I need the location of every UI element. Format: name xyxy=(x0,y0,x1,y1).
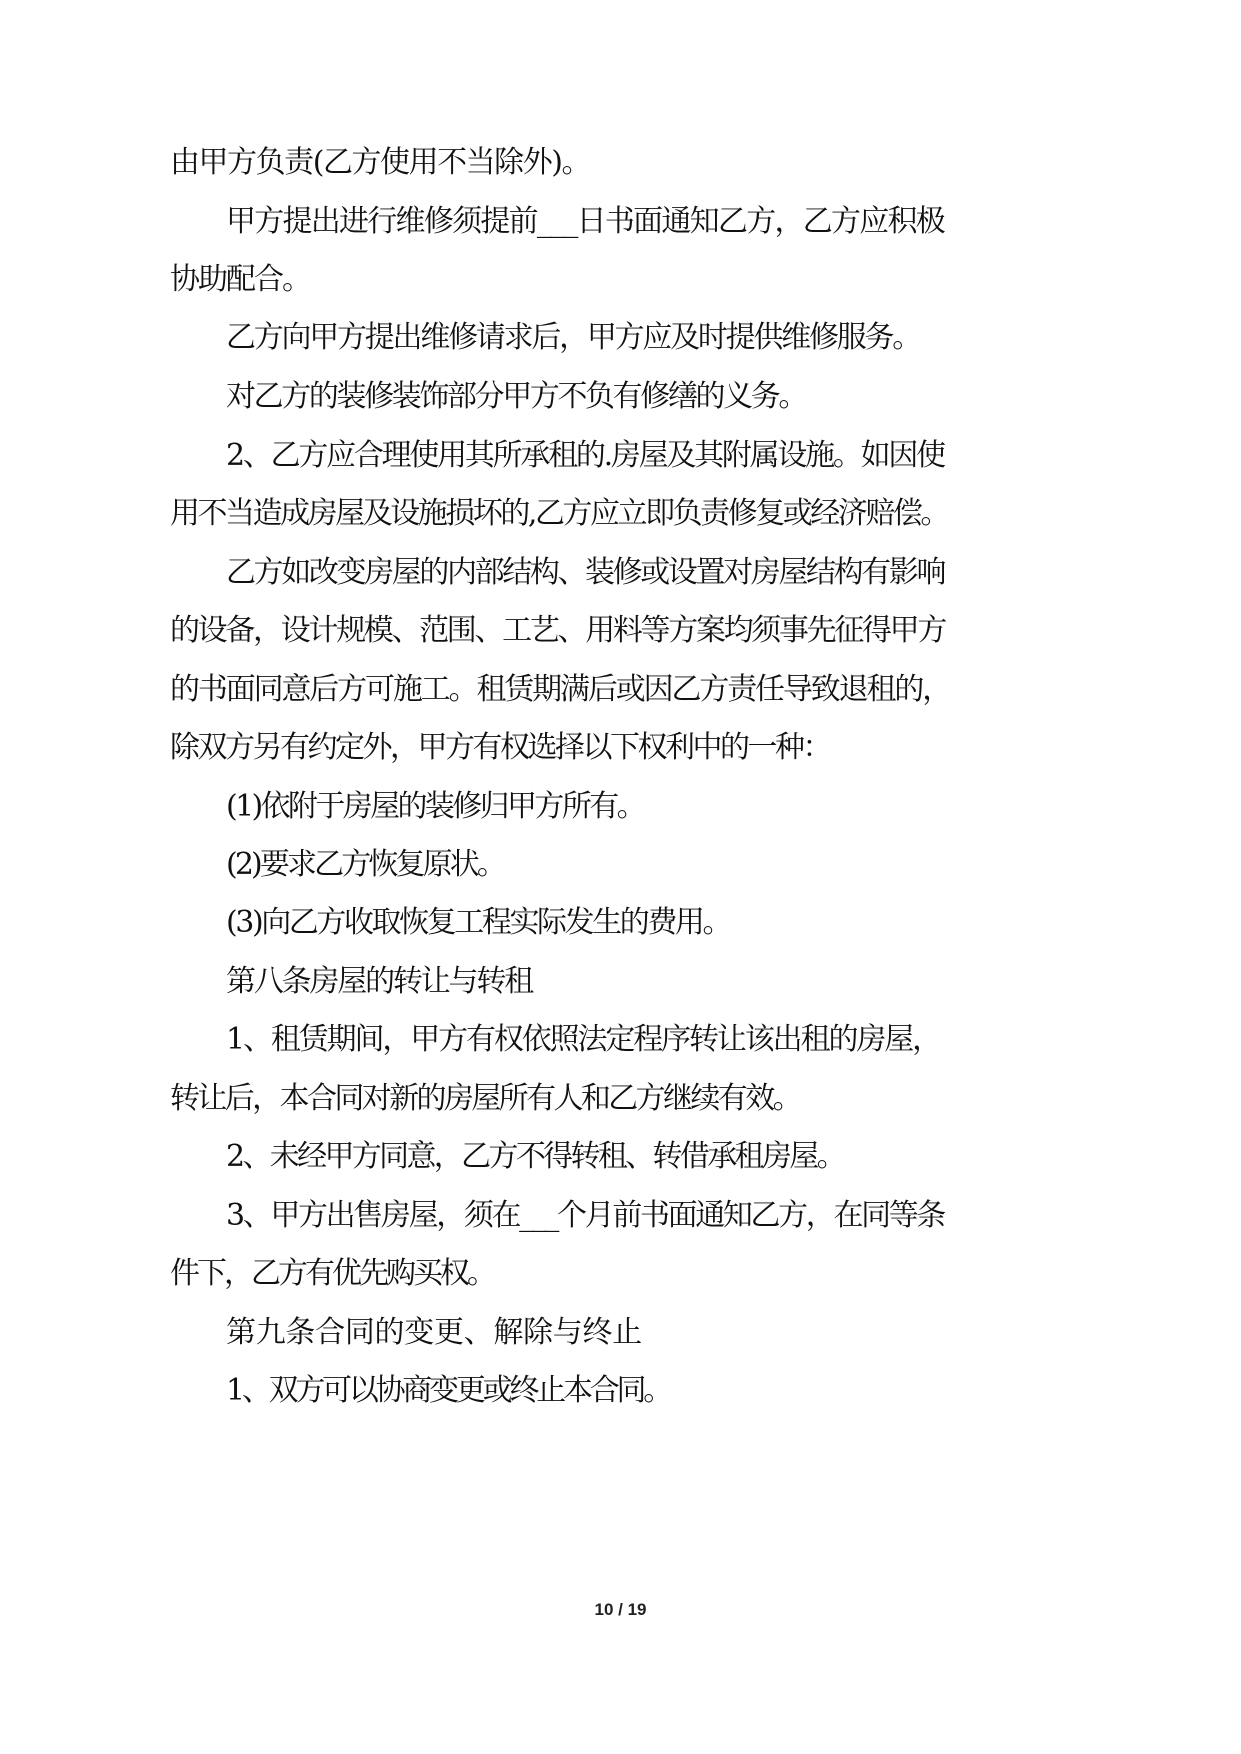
text-line: 2、乙方应合理使用其所承租的.房屋及其附属设施。如因使 xyxy=(226,438,944,473)
text-line: 2、未经甲方同意，乙方不得转租、转借承租房屋。 xyxy=(226,1139,844,1174)
text-line: 协助配合。 xyxy=(170,262,310,297)
text-line: 对乙方的装修装饰部分甲方不负有修缮的义务。 xyxy=(226,379,807,414)
text-line: 由甲方负责(乙方使用不当除外)。 xyxy=(170,145,591,180)
text-line: 转让后，本合同对新的房屋所有人和乙方继续有效。 xyxy=(170,1081,800,1116)
text-line: (1)依附于房屋的装修归甲方所有。 xyxy=(226,789,644,824)
text-line: (3)向乙方收取恢复工程实际发生的费用。 xyxy=(226,905,731,940)
text-line: 乙方如改变房屋的内部结构、装修或设置对房屋结构有影响 xyxy=(226,555,945,590)
text-line: 甲方提出进行维修须提前___日书面通知乙方，乙方应积极 xyxy=(226,204,945,239)
text-line: (2)要求乙方恢复原状。 xyxy=(226,847,504,882)
text-line: 第八条房屋的转让与转租 xyxy=(226,964,533,999)
text-line: 乙方向甲方提出维修请求后，甲方应及时提供维修服务。 xyxy=(226,320,920,355)
text-line: 用不当造成房屋及设施损坏的,乙方应立即负责修复或经济赔偿。 xyxy=(170,496,948,531)
text-line: 的设备，设计规模、范围、工艺、用料等方案均须事先征得甲方 xyxy=(170,613,946,648)
text-line: 1、双方可以协商变更或终止本合同。 xyxy=(226,1373,671,1408)
text-line: 1、租赁期间，甲方有权依照法定程序转让该出租的房屋， xyxy=(226,1022,940,1057)
text-line: 件下，乙方有优先购买权。 xyxy=(170,1256,494,1291)
text-line: 第九条合同的变更、解除与终止 xyxy=(226,1315,642,1350)
text-line: 3、甲方出售房屋，须在___个月前书面通知乙方，在同等条 xyxy=(226,1198,945,1233)
page-number: 10 / 19 xyxy=(594,1600,647,1619)
text-line: 的书面同意后方可施工。租赁期满后或因乙方责任导致退租的， xyxy=(170,672,951,707)
text-line: 除双方另有约定外，甲方有权选择以下权利中的一种： xyxy=(170,730,830,765)
